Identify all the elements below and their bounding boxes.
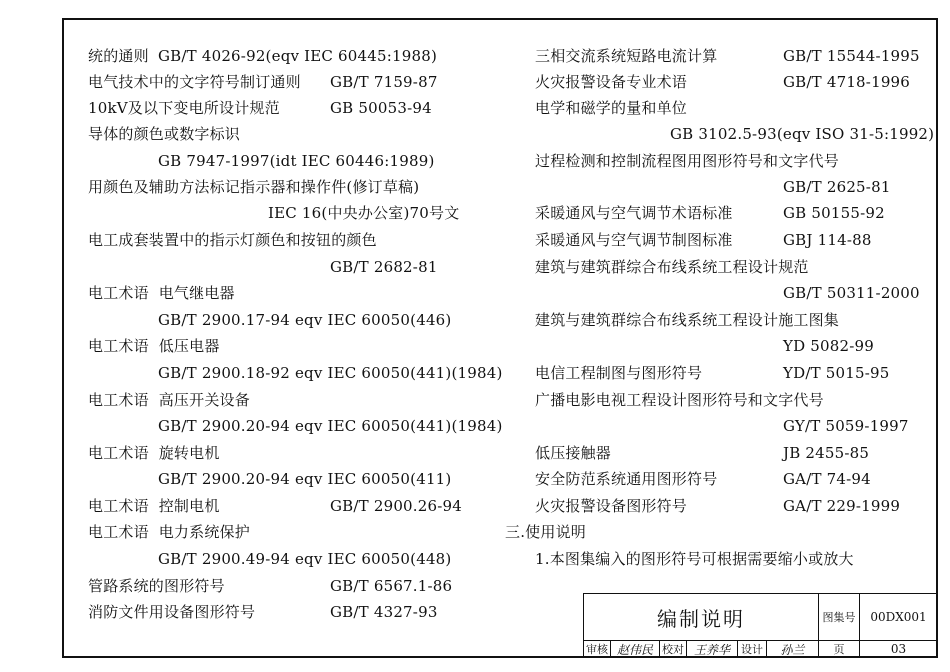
- right-line-7-title: 采暖通风与空气调节制图标准: [535, 231, 733, 249]
- right-line-3-code: GB 3102.5-93(eqv ISO 31-5:1992): [670, 125, 935, 143]
- left-line-19-code: GB/T 2900.49-94 eqv IEC 60050(448): [158, 550, 452, 568]
- left-line-4-code: GB 7947-1997(idt IEC 60446:1989): [158, 152, 435, 170]
- check-label: 校对: [659, 640, 687, 658]
- right-line-10-title: 建筑与建筑群综合布线系统工程设计施工图集: [535, 311, 840, 329]
- left-line-14-code: GB/T 2900.20-94 eqv IEC 60050(441)(1984): [158, 417, 503, 435]
- right-line-15-code: JB 2455-85: [783, 444, 870, 462]
- right-line-7-code: GBJ 114-88: [783, 231, 872, 249]
- usage-heading: 三.使用说明: [505, 523, 586, 541]
- left-line-9-title: 电工术语 电气继电器: [88, 284, 235, 302]
- review-signature: 赵伟民: [610, 640, 660, 658]
- left-line-11-title: 电工术语 低压电器: [88, 337, 220, 355]
- right-line-17-title: 火灾报警设备图形符号: [535, 497, 688, 515]
- title-block-title: 编制说明: [583, 593, 819, 641]
- right-line-11-code: YD 5082-99: [783, 337, 875, 355]
- left-line-2-code: GB 50053-94: [330, 99, 432, 117]
- left-line-1-title: 电气技术中的文字符号制订通则: [88, 73, 301, 91]
- left-line-18-title: 电工术语 电力系统保护: [88, 523, 250, 541]
- right-line-16-code: GA/T 74-94: [783, 470, 871, 488]
- right-line-12-code: YD/T 5015-95: [783, 364, 890, 382]
- left-line-20-title: 管路系统的图形符号: [88, 577, 225, 595]
- right-line-4-title: 过程检测和控制流程图用图形符号和文字代号: [535, 152, 840, 170]
- left-line-8-code: GB/T 2682-81: [330, 258, 438, 276]
- design-signature: 孙兰: [766, 640, 819, 658]
- left-line-21-title: 消防文件用设备图形符号: [88, 603, 256, 621]
- right-line-6-title: 采暖通风与空气调节术语标准: [535, 204, 733, 222]
- right-line-13-title: 广播电影电视工程设计图形符号和文字代号: [535, 391, 824, 409]
- left-line-13-title: 电工术语 高压开关设备: [88, 391, 250, 409]
- left-line-12-code: GB/T 2900.18-92 eqv IEC 60050(441)(1984): [158, 364, 503, 382]
- right-line-1-code: GB/T 4718-1996: [783, 73, 911, 91]
- right-line-12-title: 电信工程制图与图形符号: [535, 364, 703, 382]
- left-line-5-title: 用颜色及辅助方法标记指示器和操作件(修订草稿): [88, 178, 420, 196]
- left-line-15-title: 电工术语 旋转电机: [88, 444, 220, 462]
- right-line-14-code: GY/T 5059-1997: [783, 417, 909, 435]
- atlas-no-value: 00DX001: [859, 593, 938, 641]
- left-line-3-title: 导体的颜色或数字标识: [88, 125, 241, 143]
- left-line-21-code: GB/T 4327-93: [330, 603, 438, 621]
- left-line-7-title: 电工成套装置中的指示灯颜色和按钮的颜色: [88, 231, 377, 249]
- right-line-0-code: GB/T 15544-1995: [783, 47, 920, 65]
- right-line-8-title: 建筑与建筑群综合布线系统工程设计规范: [535, 258, 809, 276]
- left-line-0-code: GB/T 4026-92(eqv IEC 60445:1988): [158, 47, 438, 65]
- left-line-20-code: GB/T 6567.1-86: [330, 577, 453, 595]
- page-number: 03: [859, 640, 938, 658]
- atlas-no-label: 图集号: [818, 593, 860, 641]
- right-line-2-title: 电学和磁学的量和单位: [535, 99, 688, 117]
- right-line-9-code: GB/T 50311-2000: [783, 284, 920, 302]
- left-line-2-title: 10kV及以下变电所设计规范: [88, 99, 280, 117]
- right-line-1-title: 火灾报警设备专业术语: [535, 73, 688, 91]
- left-line-17-code: GB/T 2900.26-94: [330, 497, 463, 515]
- right-line-16-title: 安全防范系统通用图形符号: [535, 470, 718, 488]
- right-line-6-code: GB 50155-92: [783, 204, 885, 222]
- page-label: 页: [818, 640, 860, 658]
- left-line-10-code: GB/T 2900.17-94 eqv IEC 60050(446): [158, 311, 452, 329]
- usage-item-1: 1.本图集编入的图形符号可根据需要缩小或放大: [535, 550, 854, 568]
- right-line-5-code: GB/T 2625-81: [783, 178, 891, 196]
- left-line-17-title: 电工术语 控制电机: [88, 497, 220, 515]
- left-line-0-title: 统的通则: [88, 47, 149, 65]
- left-line-16-code: GB/T 2900.20-94 eqv IEC 60050(411): [158, 470, 452, 488]
- right-line-17-code: GA/T 229-1999: [783, 497, 901, 515]
- left-line-1-code: GB/T 7159-87: [330, 73, 438, 91]
- check-signature: 王养华: [686, 640, 738, 658]
- left-line-6-code: IEC 16(中央办公室)70号文: [268, 204, 460, 222]
- review-label: 审核: [583, 640, 611, 658]
- design-label: 设计: [737, 640, 767, 658]
- right-line-0-title: 三相交流系统短路电流计算: [535, 47, 718, 65]
- right-line-15-title: 低压接触器: [535, 444, 612, 462]
